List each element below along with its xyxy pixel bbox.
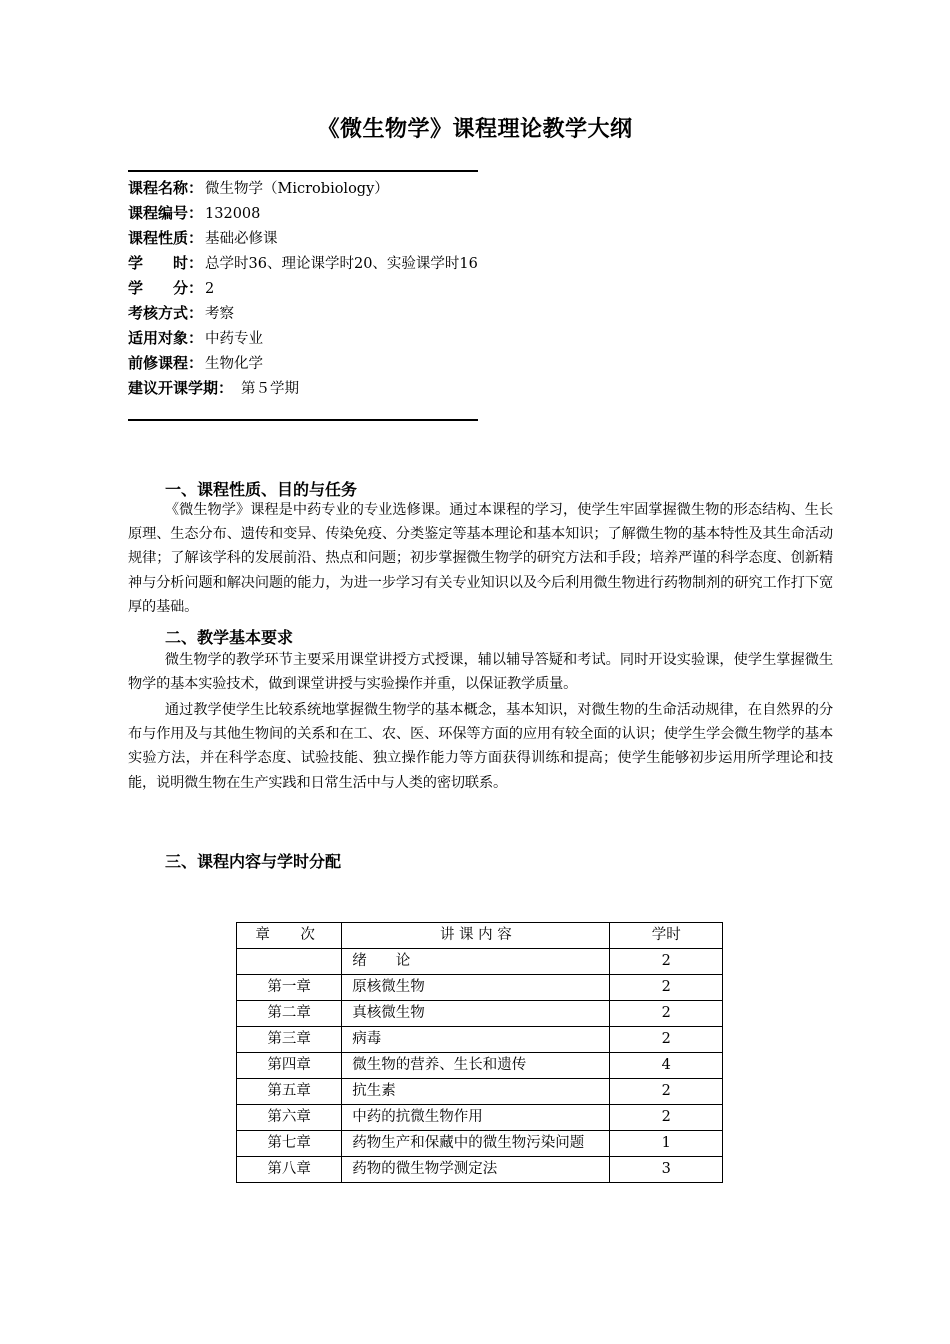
cell-hours: 3 [610,1157,723,1183]
header-content: 讲 课 内 容 [342,923,610,949]
meta-value: 中药专业 [205,331,264,347]
meta-value: 总学时36、理论课学时20、实验课学时16 [205,256,478,272]
meta-key: 考核方式： [128,304,204,322]
table-row [237,975,723,1001]
meta-row-prerequisite [128,351,478,376]
cell-hours: 2 [610,949,723,975]
meta-value: 考察 [205,306,235,322]
cell-content: 绪 论 [342,949,610,975]
section-1-paragraph: 《微生物学》课程是中药专业的专业选修课。通过本课程的学习，使学生牢固掌握微生物的形态结构、生长原理、生态分布、遗传和变异、传染免疫、分类鉴定等基本理论和基本知识；了解微生物的基本特性及其生命活动规律；了解该学科的发展前沿、热点和问题；初步掌握微生物学的研究方法和手段；培养严谨的科学态度、创新精神与分析问题和解决问题的能力，为进一步学习有关专业知识以及今后利用微生物进行药物制剂的研究工作打下宽厚的基础。 [128,502,833,615]
cell-content: 药物生产和保藏中的微生物污染问题 [342,1131,610,1157]
cell-content: 抗生素 [342,1079,610,1105]
cell-hours: 2 [610,1027,723,1053]
cell-content: 真核微生物 [342,1001,610,1027]
meta-row-credits [128,276,478,301]
meta-key: 课程名称： [128,179,204,197]
meta-row-name [128,176,478,201]
header-chapter: 章 次 [237,923,342,949]
meta-row-hours [128,251,478,276]
meta-row-audience [128,326,478,351]
document-title: 《微生物学》课程理论教学大纲 [317,117,633,142]
cell-chapter [237,949,342,975]
cell-hours: 4 [610,1053,723,1079]
cell-content: 微生物的营养、生长和遗传 [342,1053,610,1079]
meta-row-code [128,201,478,226]
meta-row-nature [128,226,478,251]
schedule-table [236,922,723,1183]
table-header-row [237,923,723,949]
cell-chapter: 第八章 [237,1157,342,1183]
meta-value: 生物化学 [205,356,264,372]
cell-content: 中药的抗微生物作用 [342,1105,610,1131]
cell-chapter: 第三章 [237,1027,342,1053]
cell-chapter: 第二章 [237,1001,342,1027]
table-row [237,1079,723,1105]
meta-key: 学 分： [128,279,204,297]
table-row [237,949,723,975]
table-row [237,1027,723,1053]
cell-hours: 2 [610,975,723,1001]
meta-key: 课程性质： [128,229,204,247]
cell-chapter: 第一章 [237,975,342,1001]
meta-row-semester [128,376,478,401]
meta-key: 学 时： [128,254,204,272]
table-row [237,1053,723,1079]
cell-content: 病毒 [342,1027,610,1053]
meta-value: 132008 [205,206,261,222]
table-row [237,1157,723,1183]
cell-chapter: 第七章 [237,1131,342,1157]
meta-key: 前修课程： [128,354,204,372]
cell-hours: 2 [610,1079,723,1105]
course-info [128,176,478,401]
top-rule [128,170,478,172]
meta-value: 微生物学（Microbiology） [205,181,389,197]
meta-key: 适用对象： [128,329,204,347]
section-2-paragraph-2: 通过教学使学生比较系统地掌握微生物学的基本概念，基本知识，对微生物的生命活动规律，在自然界的分布与作用及与其他生物间的关系和在工、农、医、环保等方面的应用有较全面的认识；使学生学会微生物学的基本实验方法，并在科学态度、试验技能、独立操作能力等方面获得训练和提高；使学生能够初步运用所学理论和技能，说明微生物在生产实践和日常生活中与人类的密切联系。 [128,702,833,791]
table-row [237,1105,723,1131]
cell-hours: 2 [610,1105,723,1131]
cell-chapter: 第六章 [237,1105,342,1131]
table-row [237,1001,723,1027]
cell-hours: 1 [610,1131,723,1157]
section-2-paragraph-1: 微生物学的教学环节主要采用课堂讲授方式授课，辅以辅导答疑和考试。同时开设实验课，使学生掌握微生物学的基本实验技术，做到课堂讲授与实验操作并重，以保证教学质量。 [128,652,833,693]
cell-hours: 2 [610,1001,723,1027]
meta-value: 2 [205,281,215,297]
meta-key: 课程编号： [128,204,204,222]
section-heading-3: 三、课程内容与学时分配 [165,852,342,871]
section-heading-1: 一、课程性质、目的与任务 [165,480,358,499]
cell-chapter: 第四章 [237,1053,342,1079]
meta-row-assessment [128,301,478,326]
section-heading-2: 二、教学基本要求 [165,628,294,647]
meta-key: 建议开课学期： [128,379,234,397]
header-hours: 学时 [610,923,723,949]
meta-value: 基础必修课 [205,231,278,247]
cell-chapter: 第五章 [237,1079,342,1105]
cell-content: 原核微生物 [342,975,610,1001]
bottom-rule [128,419,478,421]
table-row [237,1131,723,1157]
cell-content: 药物的微生物学测定法 [342,1157,610,1183]
meta-value: 第５学期 [241,381,300,397]
